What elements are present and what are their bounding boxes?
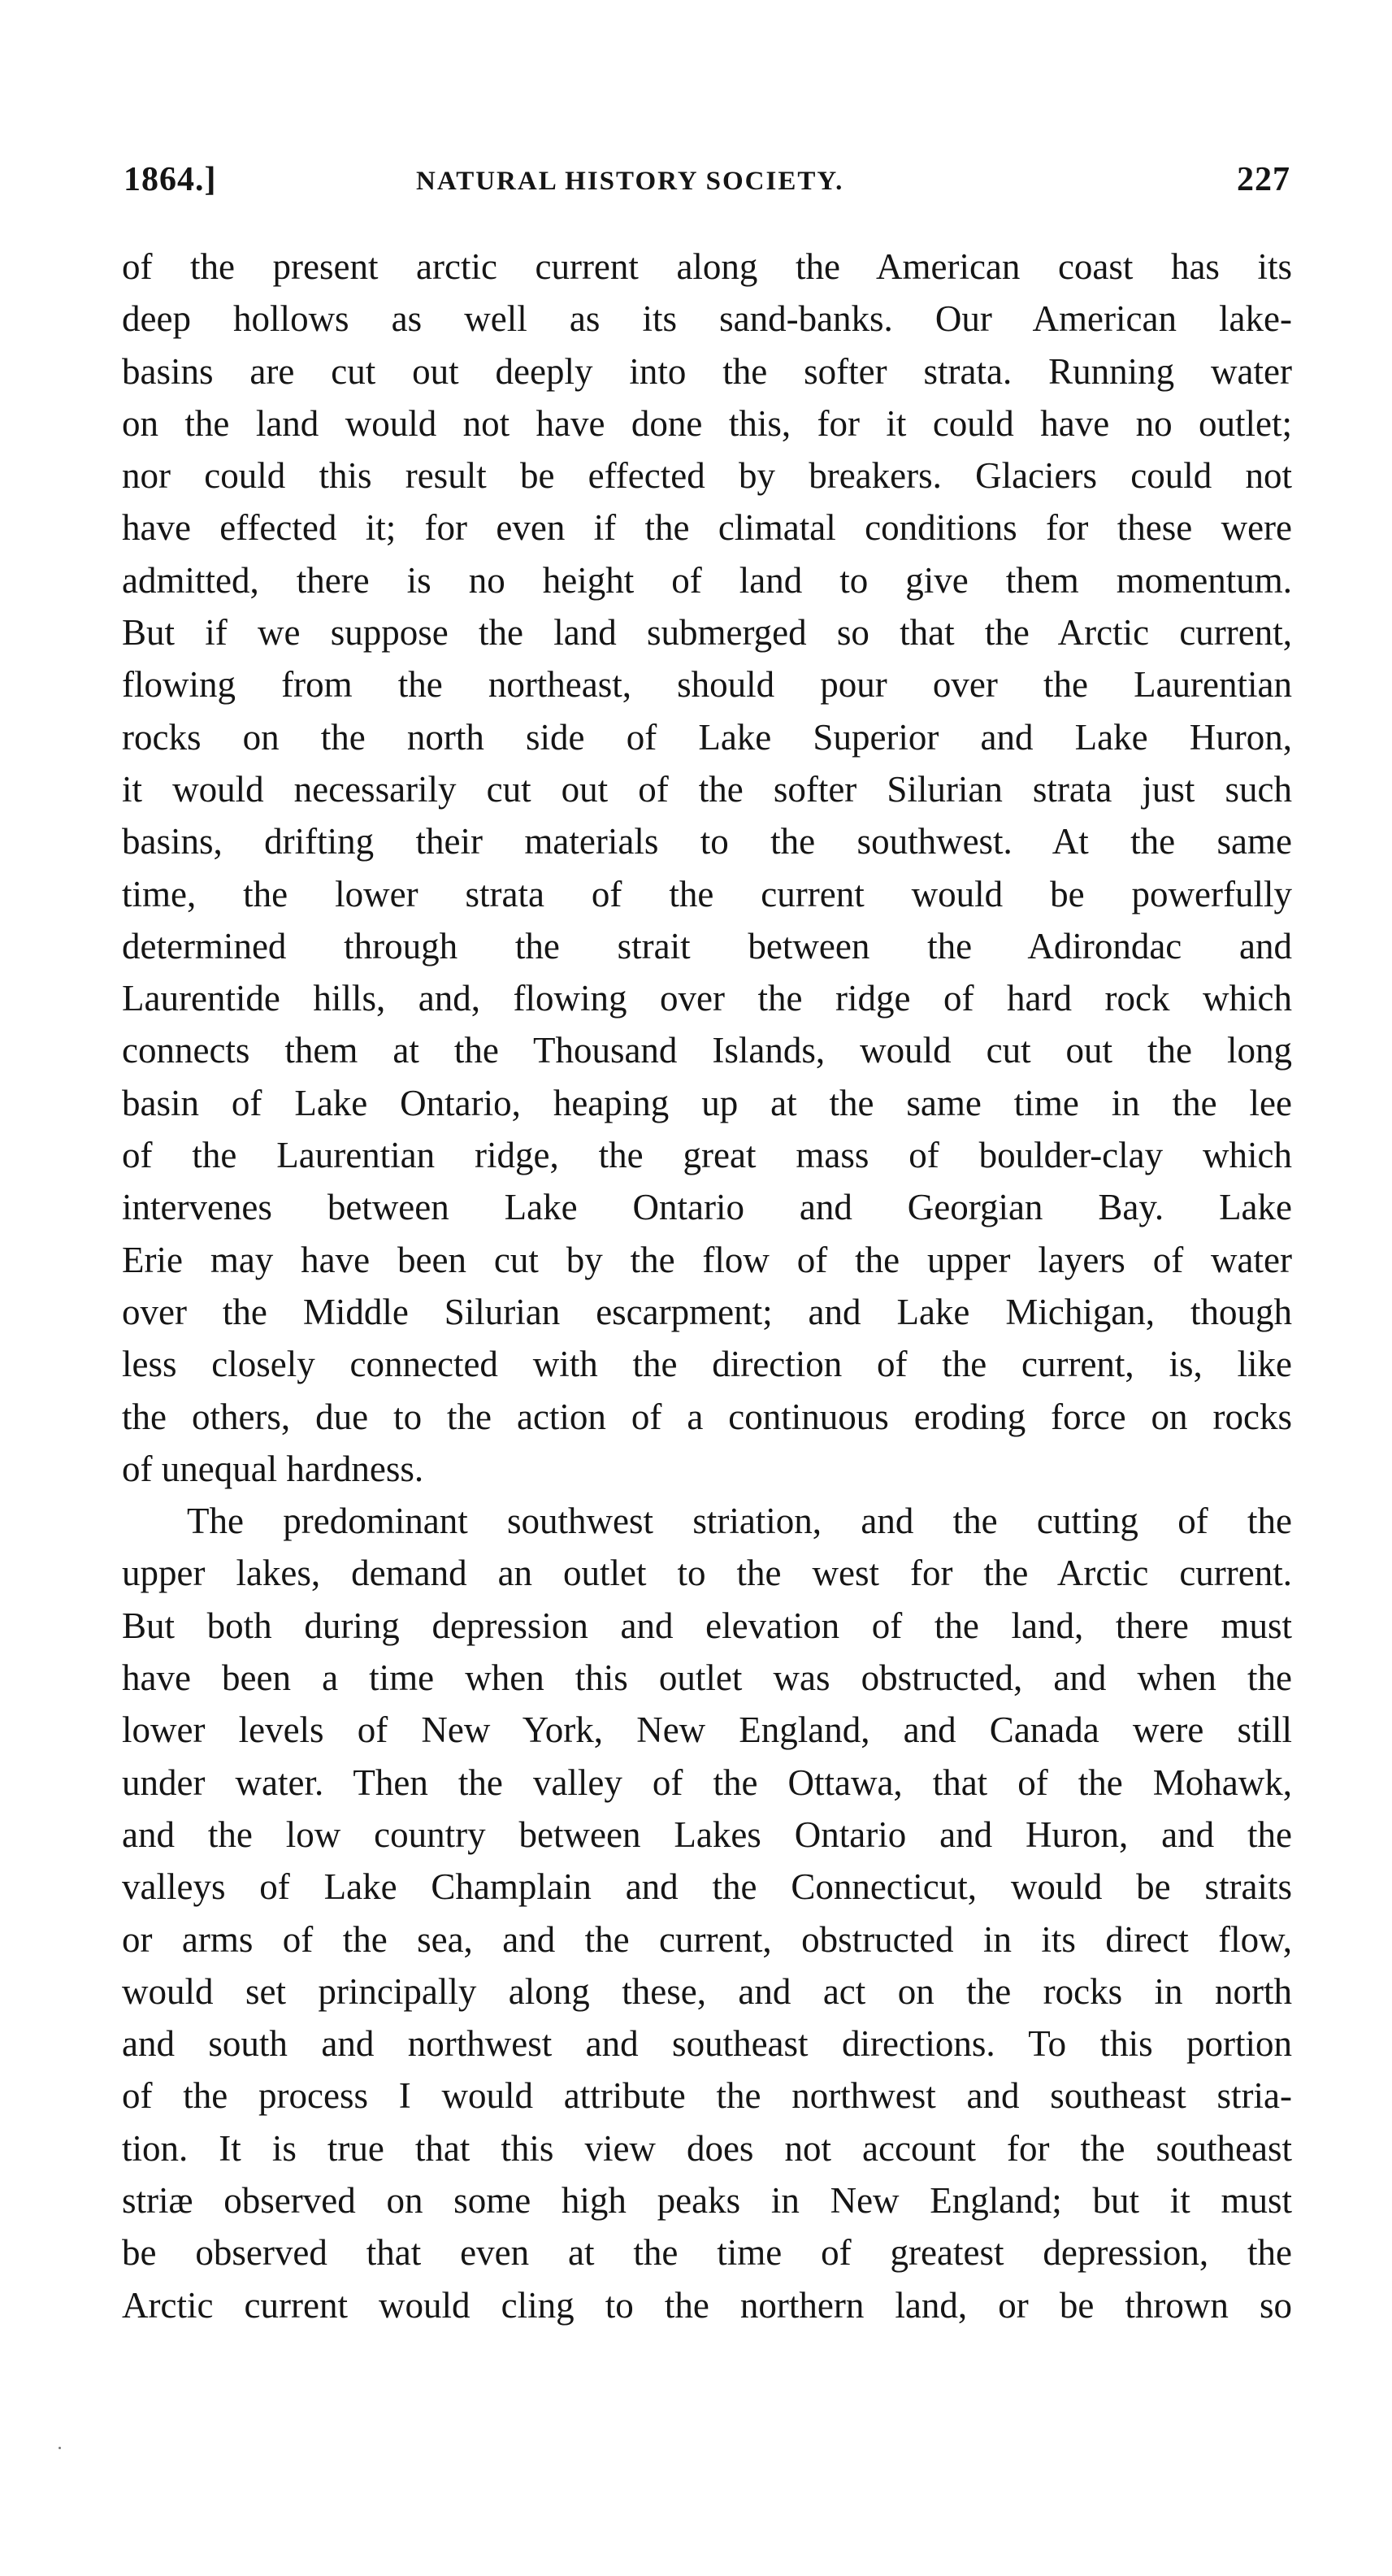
text-line: of the process I would attribute the northwest and southeast stria-: [122, 2075, 1292, 2117]
body-text: [122, 241, 1292, 2331]
header-title: NATURAL HISTORY SOCIETY.: [416, 167, 844, 196]
text-line: Erie may have been cut by the flow of the upper layers of water: [122, 1239, 1292, 1280]
page-number: 227: [1237, 161, 1290, 198]
text-line: of unequal hardness.: [122, 1448, 424, 1489]
text-line: and south and northwest and southeast directions. To this portion: [122, 2023, 1292, 2065]
paragraph-1: [122, 241, 1292, 1495]
text-line: nor could this result be effected by breakers. Glaciers could not: [122, 455, 1292, 497]
text-line: But both during depression and elevation of the land, there must: [122, 1605, 1292, 1646]
text-line: tion. It is true that this view does not account for the southeast: [122, 2127, 1292, 2169]
text-line: less closely connected with the direction of the current, is, like: [122, 1344, 1292, 1385]
text-line: valleys of Lake Champlain and the Connecticut, would be straits: [122, 1866, 1292, 1908]
text-line: the others, due to the action of a continuous eroding force on rocks: [122, 1396, 1292, 1437]
text-line: on the land would not have done this, for it could have no outlet;: [122, 402, 1292, 444]
text-line: admitted, there is no height of land to give them momentum.: [122, 559, 1292, 601]
text-line: deep hollows as well as its sand-banks. Our American lake-: [122, 298, 1292, 340]
text-line: have been a time when this outlet was obstructed, and when the: [122, 1657, 1292, 1699]
text-line: Arctic current would cling to the northern land, or be thrown so: [122, 2284, 1292, 2326]
text-line: determined through the strait between the Adirondac and: [122, 925, 1292, 967]
running-header: [124, 151, 1290, 208]
text-line: lower levels of New York, New England, and Canada were still: [122, 1709, 1292, 1751]
text-line: of the Laurentian ridge, the great mass of boulder-clay which: [122, 1135, 1292, 1176]
text-line: intervenes between Lake Ontario and Georgian Bay. Lake: [122, 1187, 1292, 1228]
text-line: But if we suppose the land submerged so that the Arctic current,: [122, 612, 1292, 654]
text-line: rocks on the north side of Lake Superior and Lake Huron,: [122, 716, 1292, 758]
text-line: basins are cut out deeply into the softer strata. Running water: [122, 350, 1292, 392]
text-line: under water. Then the valley of the Ottawa, that of the Mohawk,: [122, 1761, 1292, 1803]
text-line: basin of Lake Ontario, heaping up at the same time in the lee: [122, 1082, 1292, 1123]
text-line: would set principally along these, and act on the rocks in north: [122, 1970, 1292, 2012]
paragraph-2: [122, 1495, 1292, 2331]
ink-speck: [59, 2447, 61, 2449]
text-line: time, the lower strata of the current would be powerfully: [122, 873, 1292, 914]
text-line: have effected it; for even if the climatal conditions for these were: [122, 507, 1292, 549]
header-year: 1864.]: [124, 161, 217, 198]
text-line: flowing from the northeast, should pour over the Laurentian: [122, 664, 1292, 706]
text-line: it would necessarily cut out of the softer Silurian strata just such: [122, 768, 1292, 810]
text-line: over the Middle Silurian escarpment; and Lake Michigan, though: [122, 1291, 1292, 1332]
text-line: connects them at the Thousand Islands, would cut out the long: [122, 1030, 1292, 1071]
text-line: The predominant southwest striation, and the cutting of the: [187, 1501, 1292, 1542]
text-line: upper lakes, demand an outlet to the west for the Arctic current.: [122, 1553, 1292, 1594]
text-line: and the low country between Lakes Ontario and Huron, and the: [122, 1814, 1292, 1855]
text-line: be observed that even at the time of greatest depression, the: [122, 2232, 1292, 2274]
text-line: of the present arctic current along the American coast has its: [122, 246, 1292, 287]
text-line: Laurentide hills, and, flowing over the ridge of hard rock which: [122, 978, 1292, 1019]
text-line: or arms of the sea, and the current, obstructed in its direct flow,: [122, 1918, 1292, 1960]
text-line: basins, drifting their materials to the southwest. At the same: [122, 821, 1292, 862]
text-line: striæ observed on some high peaks in New England; but it must: [122, 2179, 1292, 2221]
